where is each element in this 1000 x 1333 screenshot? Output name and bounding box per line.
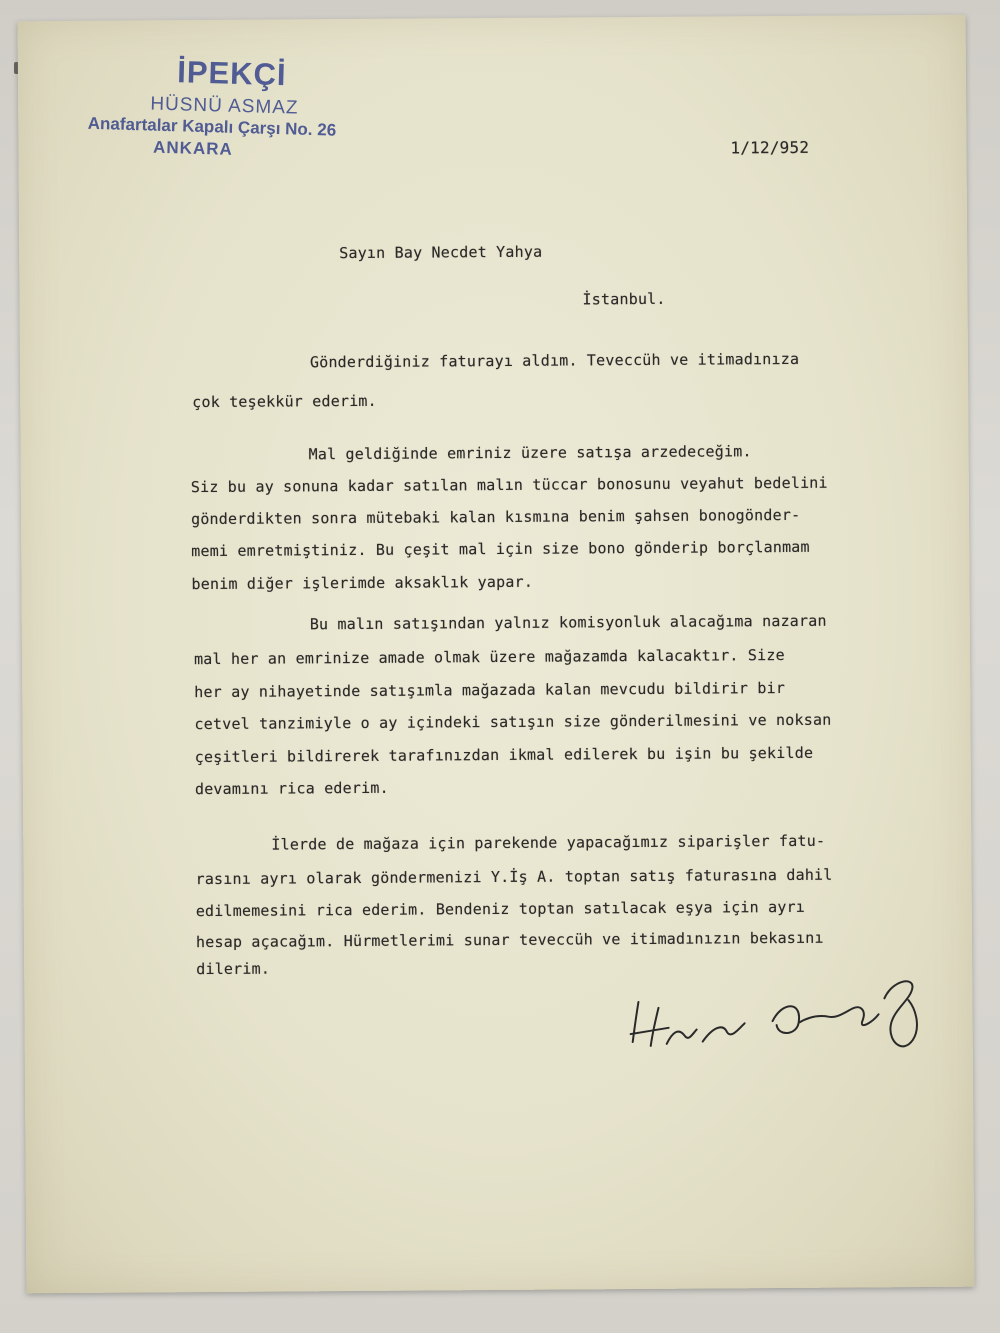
handwritten-signature	[622, 970, 943, 1082]
body-line: İlerde de mağaza için parekende yapacağımız siparişler fatu-	[271, 831, 826, 854]
letter-paper	[18, 15, 975, 1294]
stamp-brand: İPEKÇİ	[176, 54, 288, 93]
body-line: Siz bu ay sonuna kadar satılan malın tüccar bonosunu veyahut bedelini	[190, 473, 828, 497]
letter-date: 1/12/952	[730, 137, 810, 158]
stamp-city: ANKARA	[152, 137, 234, 159]
body-line: rasını ayrı olarak göndermenizi Y.İş A. toptan satış faturasına dahil	[195, 865, 833, 889]
body-line: her ay nihayetinde satışımla mağazada kalan mevcudu bildirir bir	[194, 678, 786, 702]
body-line: Mal geldiğinde emriniz üzere satışa arzedeceğim.	[308, 442, 752, 464]
recipient-city: İstanbul.	[582, 289, 666, 309]
body-line: memi emretmiştiniz. Bu çeşit mal için size bono gönderip borçlanmam	[191, 537, 810, 561]
body-line: cetvel tanzimiyle o ay içindeki satışın size gönderilmesini ve noksan	[194, 710, 832, 734]
stamp-address: Anafartalar Kapalı Çarşı No. 26	[87, 113, 337, 140]
body-line: gönderdikten sonra mütebaki kalan kısmına benim şahsen bonogönder-	[190, 505, 801, 529]
company-stamp	[87, 52, 380, 170]
body-line: Bu malın satışından yalnız komisyonluk alacağıma nazaran	[309, 611, 827, 634]
salutation: Sayın Bay Necdet Yahya	[339, 242, 543, 263]
body-line: devamını rica ederim.	[194, 778, 389, 799]
body-line: çeşitleri bildirerek tarafınızdan ikmal edilerek bu işin bu şekilde	[194, 743, 814, 767]
body-line: Gönderdiğiniz faturayı aldım. Teveccüh ve itimadınıza	[309, 349, 800, 372]
body-line: hesap açacağım. Hürmetlerimi sunar teveccüh ve itimadınızın bekasını	[195, 928, 824, 952]
body-line: mal her an emrinize amade olmak üzere mağazamda kalacaktır. Size	[193, 645, 785, 669]
body-line: edilmemesini rica ederim. Bendeniz toptan satılacak eşya için ayrı	[195, 897, 806, 921]
body-line: çok teşekkür ederim.	[192, 391, 377, 412]
body-line: dilerim.	[196, 959, 271, 979]
body-line: benim diğer işlerimde aksaklık yapar.	[191, 572, 534, 594]
stamp-owner: HÜSNÜ ASMAZ	[150, 93, 299, 119]
